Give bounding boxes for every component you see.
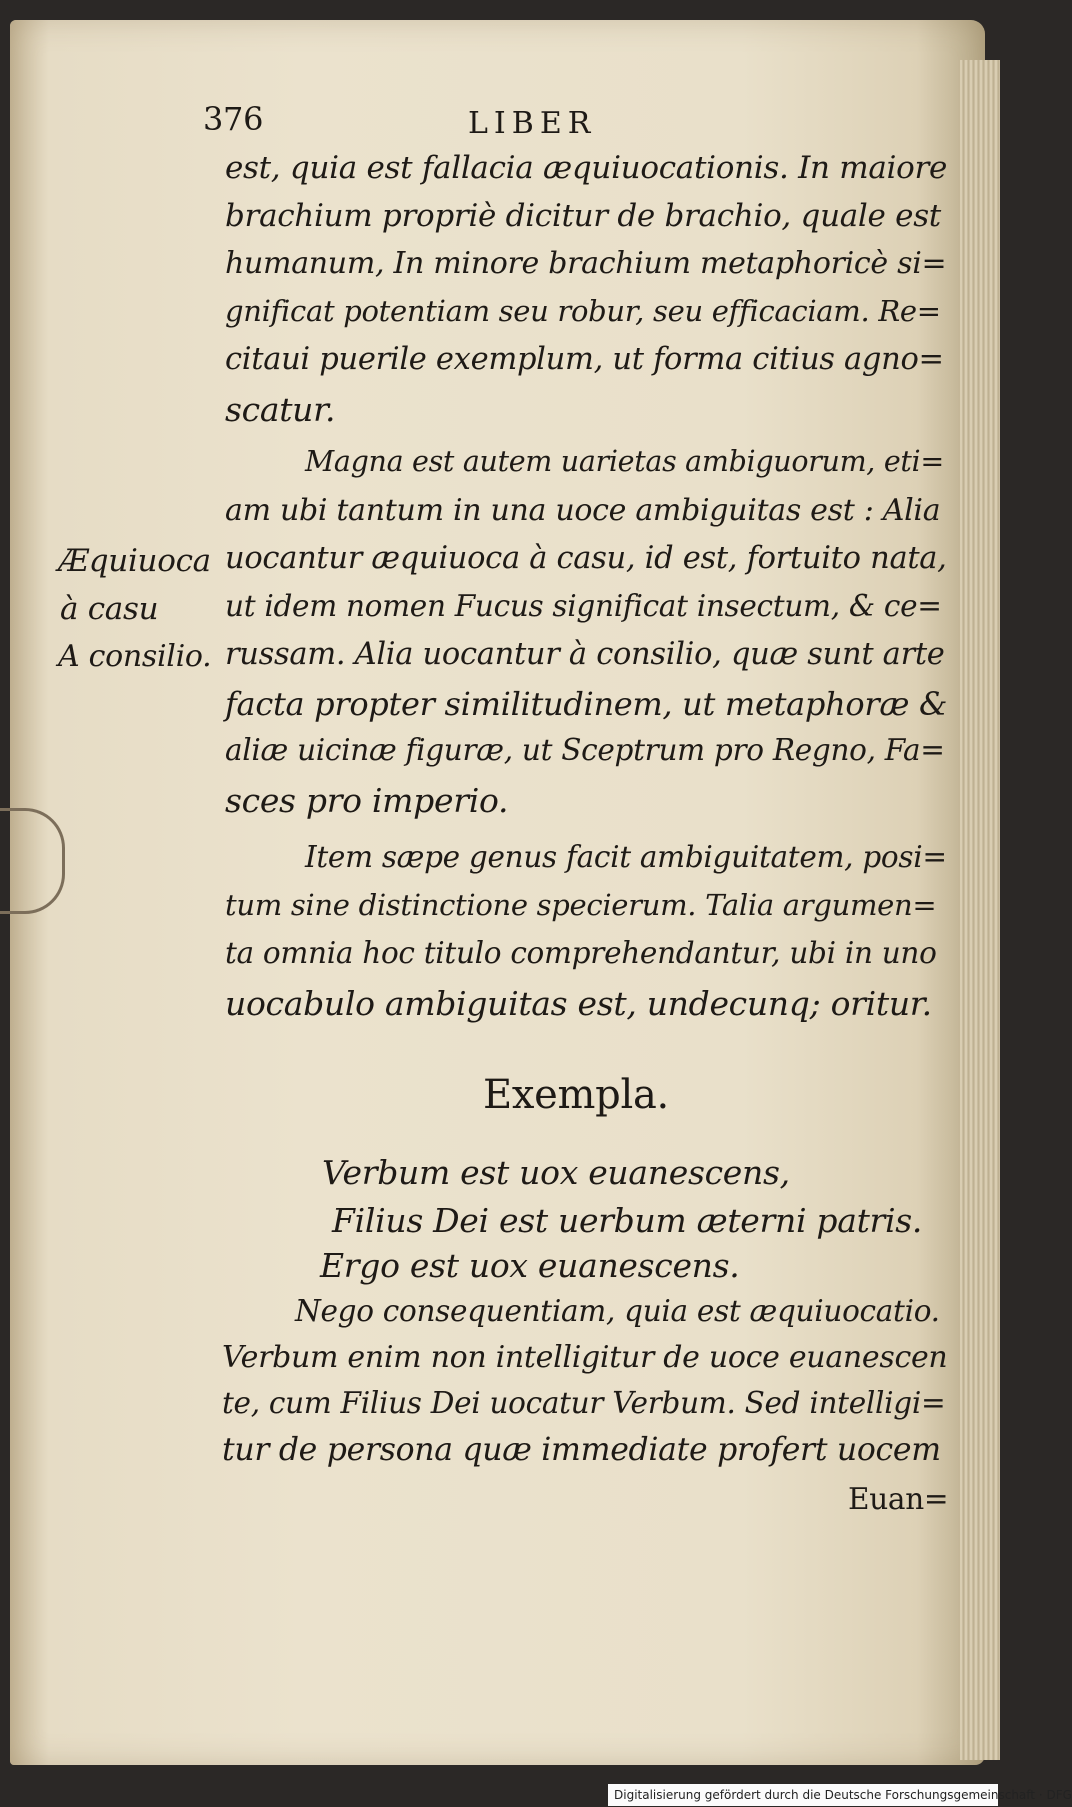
text-line: scatur. xyxy=(225,390,336,429)
text-line: uocantur æquiuoca à casu, id est, fortuito nata, xyxy=(225,541,947,576)
text-line: citaui puerile exemplum, ut forma citius agno= xyxy=(225,342,944,377)
margin-note: à casu xyxy=(60,591,159,627)
page-number: 376 xyxy=(203,100,264,138)
text-line: tum sine distinctione specierum. Talia argumen= xyxy=(225,888,937,922)
text-line: russam. Alia uocantur à consilio, quæ sunt arte xyxy=(225,637,945,672)
text-line: tur de persona quæ immediate profert uocem xyxy=(222,1432,941,1468)
text-line: ut idem nomen Fucus significat insectum, & ce= xyxy=(225,589,942,623)
text-line: Verbum enim non intelligitur de uoce euanescen xyxy=(222,1340,948,1375)
text-line: brachium propriè dicitur de brachio, quale est xyxy=(225,198,941,234)
section-heading: Exempla. xyxy=(483,1072,669,1118)
running-head: LIBER xyxy=(468,106,597,141)
text-line: Filius Dei est uerbum æterni patris. xyxy=(332,1201,923,1240)
text-line: gnificat potentiam seu robur, seu efficaciam. Re= xyxy=(225,294,941,328)
text-line: te, cum Filius Dei uocatur Verbum. Sed intelligi= xyxy=(222,1386,946,1420)
text-line: Item sæpe genus facit ambiguitatem, posi= xyxy=(305,840,947,874)
page-clip xyxy=(0,808,65,914)
margin-note: Æquiuoca xyxy=(58,543,211,579)
text-line: aliæ uicinæ figuræ, ut Sceptrum pro Regno, Fa= xyxy=(225,733,945,767)
text-line: humanum, In minore brachium metaphoricè si= xyxy=(225,246,947,281)
text-line: facta propter similitudinem, ut metaphoræ & xyxy=(225,685,948,723)
text-line: am ubi tantum in una uoce ambiguitas est : Alia xyxy=(225,493,941,528)
text-line: est, quia est fallacia æquiuocationis. In maiore xyxy=(225,150,948,186)
catchword: Euan= xyxy=(848,1482,949,1516)
text-line: Verbum est uox euanescens, xyxy=(322,1153,790,1192)
margin-note: A consilio. xyxy=(58,639,212,674)
digitization-footer: Digitalisierung gefördert durch die Deutsche Forschungsgemeinschaft · DFG xyxy=(608,1784,998,1806)
text-line: Magna est autem uarietas ambiguorum, eti= xyxy=(305,445,944,478)
text-line: uocabulo ambiguitas est, undecunq; oritur. xyxy=(225,984,932,1023)
text-line: Nego consequentiam, quia est æquiuocatio. xyxy=(295,1294,940,1328)
text-line: Ergo est uox euanescens. xyxy=(320,1246,740,1285)
text-line: ta omnia hoc titulo comprehendantur, ubi in uno xyxy=(225,936,937,970)
page-fore-edge xyxy=(960,60,1000,1760)
text-line: sces pro imperio. xyxy=(225,781,509,820)
